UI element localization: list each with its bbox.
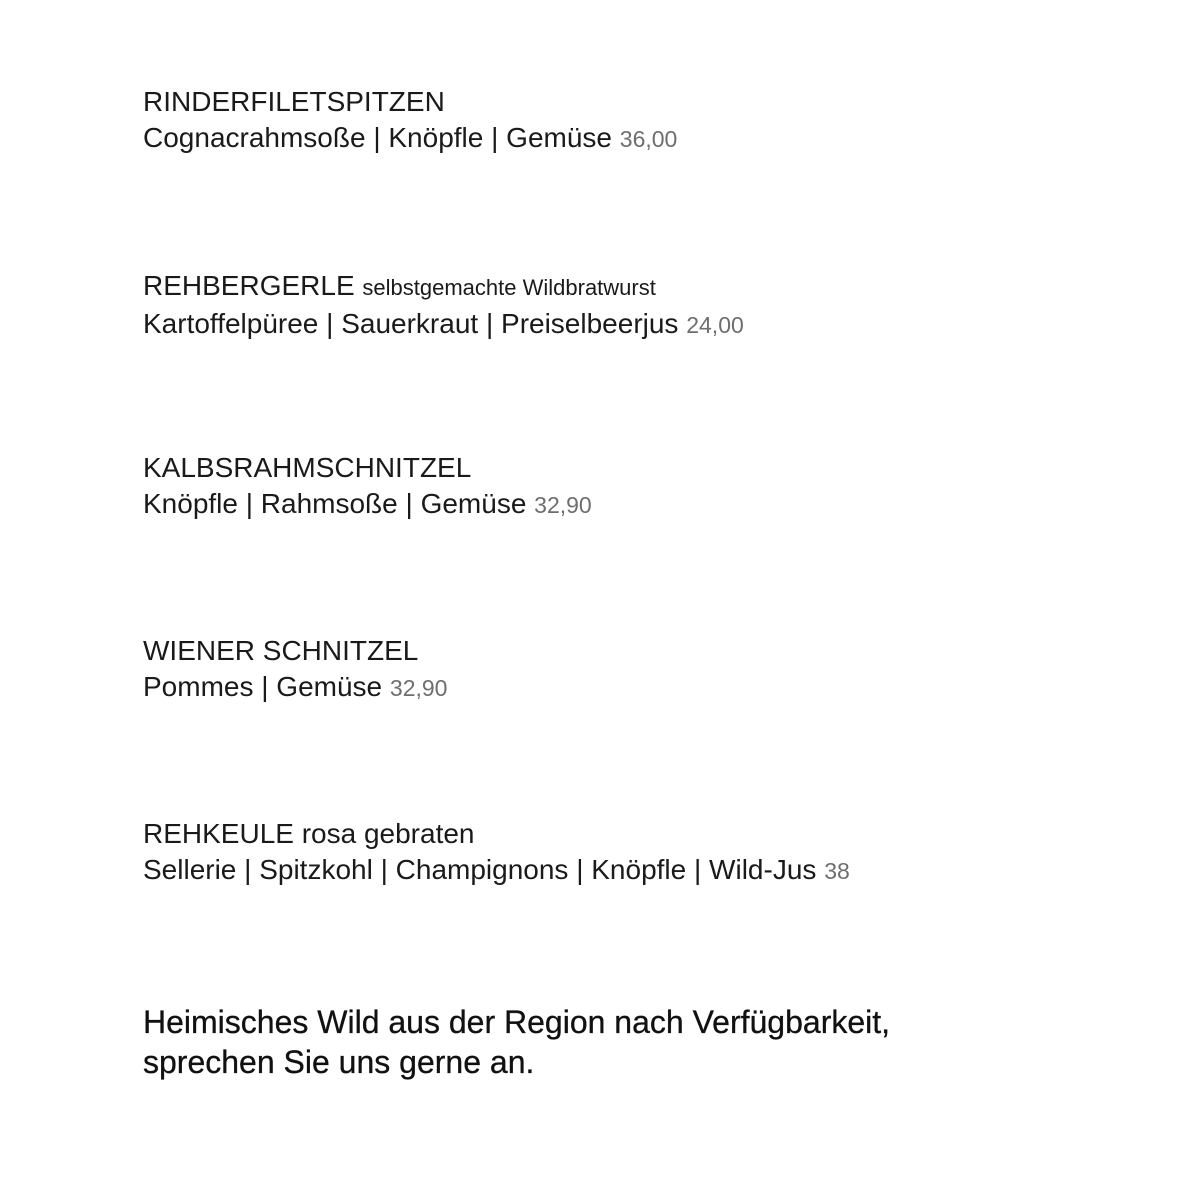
footer-note: [143, 1002, 1143, 1082]
dish-name: WIENER SCHNITZEL: [143, 635, 419, 666]
dish-price: 32,90: [389, 675, 448, 701]
dish-sides-line: [143, 486, 1143, 523]
dish-name: RINDERFILETSPITZEN: [143, 86, 445, 117]
footer-note-line-2: sprechen Sie uns gerne an.: [143, 1044, 535, 1080]
dish-title-line: [143, 816, 1143, 852]
dish-sides: Cognacrahmsoße | Knöpfle | Gemüse: [143, 122, 612, 153]
menu-item-rinderfiletspitzen: [143, 84, 1143, 157]
dish-sides: Sellerie | Spitzkohl | Champignons | Knöpfle | Wild-Jus: [143, 854, 817, 885]
dish-title-line: [143, 268, 1143, 306]
dish-name: REHBERGERLE: [143, 270, 355, 301]
dish-note: selbstgemachte Wildbratwurst: [362, 275, 656, 300]
dish-price: 38: [824, 858, 850, 884]
dish-price: 24,00: [686, 312, 744, 338]
dish-title-line: [143, 450, 1143, 486]
dish-note: rosa gebraten: [301, 818, 475, 849]
menu-item-kalbsrahmschnitzel: [143, 450, 1143, 523]
dish-title-line: [143, 84, 1143, 120]
dish-title-line: [143, 633, 1143, 669]
dish-sides: Pommes | Gemüse: [143, 671, 383, 702]
dish-sides-line: [143, 669, 1143, 706]
menu-item-rehkeule: [143, 816, 1143, 889]
dish-sides-line: [143, 306, 1143, 343]
dish-sides: Knöpfle | Rahmsoße | Gemüse: [143, 488, 527, 519]
menu-item-rehbergerle: [143, 268, 1143, 343]
dish-name: REHKEULE: [143, 818, 294, 849]
dish-name: KALBSRAHMSCHNITZEL: [143, 452, 472, 483]
dish-sides: Kartoffelpüree | Sauerkraut | Preiselbeerjus: [143, 308, 679, 339]
footer-note-line-1: Heimisches Wild aus der Region nach Verfügbarkeit,: [143, 1004, 891, 1040]
dish-sides-line: [143, 852, 1143, 889]
dish-price: 36,00: [619, 126, 678, 152]
menu-item-wiener-schnitzel: [143, 633, 1143, 706]
dish-sides-line: [143, 120, 1143, 157]
dish-price: 32,90: [534, 492, 592, 518]
